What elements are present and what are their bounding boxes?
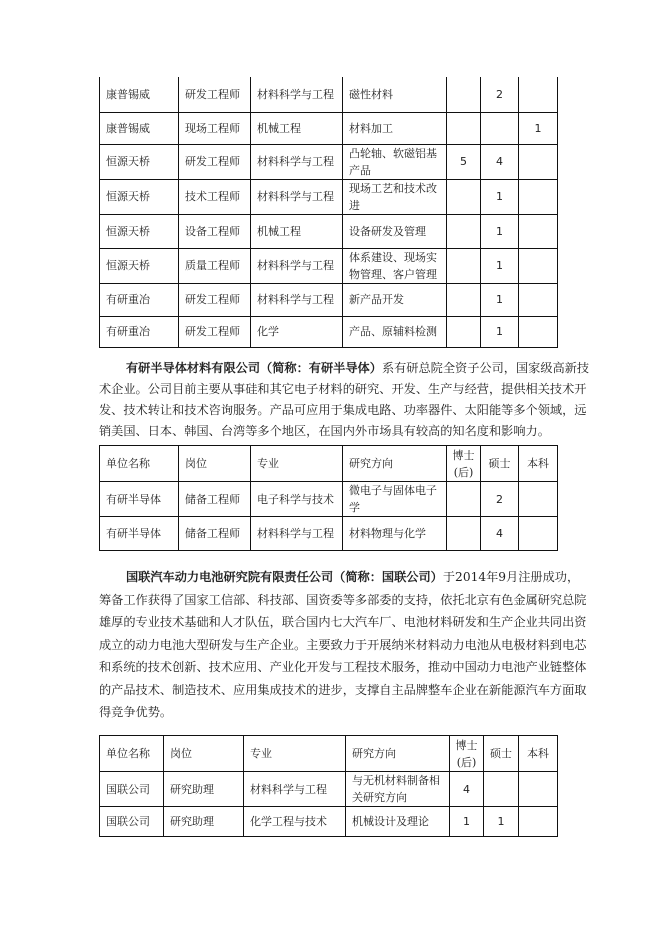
table-cell: 康普锡威: [100, 77, 179, 112]
table-cell: 国联公司: [100, 772, 164, 807]
table-cell: 1: [481, 248, 519, 283]
table-cell: 储备工程师: [179, 517, 251, 551]
company-name: 国联汽车动力电池研究院有限责任公司（简称：国联公司）: [126, 570, 443, 584]
table-cell: [447, 112, 481, 144]
table-row: [100, 316, 558, 347]
table-cell: [519, 144, 558, 179]
positions-table-1: [99, 77, 558, 348]
table-cell: 研发工程师: [179, 77, 251, 112]
column-header: 硕士: [481, 446, 519, 482]
table-cell: [519, 482, 558, 517]
table-cell: 材料科学与工程: [244, 772, 346, 807]
table-cell: 机械工程: [251, 214, 343, 248]
column-header: 博士(后): [450, 736, 484, 772]
table-header-row: [100, 736, 558, 772]
table-cell: 有研重冶: [100, 316, 179, 347]
column-header: 研究方向: [343, 446, 447, 482]
table-cell: 微电子与固体电子学: [343, 482, 447, 517]
table-cell: [519, 316, 558, 347]
table-cell: 研发工程师: [179, 144, 251, 179]
table-cell: 化学: [251, 316, 343, 347]
table-cell: 恒源天桥: [100, 144, 179, 179]
table-cell: 1: [481, 283, 519, 316]
table-cell: 恒源天桥: [100, 248, 179, 283]
column-header: 岗位: [179, 446, 251, 482]
table-cell: 材料科学与工程: [251, 144, 343, 179]
company-intro-guolian: 国联汽车动力电池研究院有限责任公司（简称：国联公司）于2014年9月注册成功， 筹备工作获得了国家工信部、科技部、国资委等多部委的支持，依托北京有色金属研究总院 雄厚的专业技术基础和人才队伍，联合国内七大汽车厂、电池材料研发和生产企业共同出资 成立的动力电池大型研发与生产企业。主要致力于开展纳米材料动力电池从电极材料到电芯 和系统的技术创新、技术应用、产业化开发与工程技术服务，推动中国动力电池产业链整体 的产品技术、制造技术、应用集成技术的进步，支撑自主品牌整车企业在新能源汽车方面取 得竞争优势。: [99, 570, 587, 719]
table-cell: 4: [450, 772, 484, 807]
column-header: 单位名称: [100, 736, 164, 772]
table-cell: 材料物理与化学: [343, 517, 447, 551]
table-cell: 有研重冶: [100, 283, 179, 316]
table-cell: 研究助理: [164, 772, 244, 807]
table-cell: [519, 179, 558, 214]
table-cell: [519, 772, 558, 807]
column-header: 专业: [251, 446, 343, 482]
table-row: [100, 517, 558, 551]
table-cell: 1: [481, 316, 519, 347]
table-cell: [447, 248, 481, 283]
table-cell: 凸轮轴、软磁铝基产品: [343, 144, 447, 179]
table-row: [100, 144, 558, 179]
table-cell: [447, 214, 481, 248]
table-cell: 材料加工: [343, 112, 447, 144]
table-cell: 康普锡威: [100, 112, 179, 144]
table-cell: 电子科学与技术: [251, 482, 343, 517]
table-cell: 1: [484, 807, 519, 837]
table-cell: 现场工艺和技术改进: [343, 179, 447, 214]
table-cell: [447, 283, 481, 316]
column-header: 硕士: [484, 736, 519, 772]
table-row: [100, 283, 558, 316]
table-row: [100, 807, 558, 837]
table-row: [100, 77, 558, 112]
table-cell: 质量工程师: [179, 248, 251, 283]
table-cell: 设备研发及管理: [343, 214, 447, 248]
table-cell: 1: [481, 214, 519, 248]
table-cell: 技术工程师: [179, 179, 251, 214]
table-cell: 储备工程师: [179, 482, 251, 517]
table-cell: 恒源天桥: [100, 179, 179, 214]
table-cell: 体系建设、现场实物管理、客户管理: [343, 248, 447, 283]
table-row: [100, 214, 558, 248]
table-cell: 产品、原辅料检测: [343, 316, 447, 347]
positions-table-2: [99, 445, 558, 551]
table-cell: [519, 283, 558, 316]
table-cell: 4: [481, 144, 519, 179]
table-cell: 1: [481, 179, 519, 214]
table-cell: 2: [481, 482, 519, 517]
positions-table-3: [99, 735, 558, 837]
table-cell: 材料科学与工程: [251, 248, 343, 283]
table-cell: 材料科学与工程: [251, 77, 343, 112]
table-cell: 1: [450, 807, 484, 837]
table-header-row: [100, 446, 558, 482]
table-cell: 有研半导体: [100, 517, 179, 551]
table-cell: [447, 179, 481, 214]
table-cell: [519, 517, 558, 551]
company-intro-youyan-semiconductor: 有研半导体材料有限公司（简称：有研半导体）系有研总院全资子公司，国家级高新技 术企业。公司目前主要从事硅和其它电子材料的研究、开发、生产与经营，提供相关技术开 发、技术转让和技术咨询服务。产品可应用于集成电路、功率器件、太阳能等多个领域，远 销美国、日本、韩国、台湾等多个地区，在国内外市场具有较高的知名度和影响力。: [99, 361, 590, 438]
table-cell: 新产品开发: [343, 283, 447, 316]
table-cell: [519, 77, 558, 112]
table-cell: 1: [519, 112, 558, 144]
table-cell: 化学工程与技术: [244, 807, 346, 837]
table-cell: [447, 77, 481, 112]
table-cell: 研究助理: [164, 807, 244, 837]
table-cell: 机械设计及理论: [346, 807, 450, 837]
column-header: 本科: [519, 446, 558, 482]
table-cell: 材料科学与工程: [251, 517, 343, 551]
table-cell: [447, 316, 481, 347]
table-cell: 5: [447, 144, 481, 179]
column-header: 岗位: [164, 736, 244, 772]
table-cell: [519, 214, 558, 248]
table-cell: 4: [481, 517, 519, 551]
column-header: 单位名称: [100, 446, 179, 482]
table-cell: [447, 517, 481, 551]
company-name: 有研半导体材料有限公司（简称：有研半导体）: [126, 361, 382, 375]
table-row: [100, 248, 558, 283]
table-cell: 研发工程师: [179, 283, 251, 316]
column-header: 本科: [519, 736, 558, 772]
table-cell: 材料科学与工程: [251, 283, 343, 316]
column-header: 专业: [244, 736, 346, 772]
table-cell: 恒源天桥: [100, 214, 179, 248]
table-cell: 设备工程师: [179, 214, 251, 248]
table-cell: 磁性材料: [343, 77, 447, 112]
table-cell: 研发工程师: [179, 316, 251, 347]
table-cell: [481, 112, 519, 144]
table-cell: 现场工程师: [179, 112, 251, 144]
table-cell: [519, 248, 558, 283]
column-header: 博士(后): [447, 446, 481, 482]
table-row: [100, 179, 558, 214]
table-cell: 材料科学与工程: [251, 179, 343, 214]
table-cell: 国联公司: [100, 807, 164, 837]
table-cell: 与无机材料制备相关研究方向: [346, 772, 450, 807]
column-header: 研究方向: [346, 736, 450, 772]
table-cell: [484, 772, 519, 807]
table-row: [100, 482, 558, 517]
table-cell: [447, 482, 481, 517]
table-row: [100, 772, 558, 807]
table-cell: 机械工程: [251, 112, 343, 144]
table-cell: 2: [481, 77, 519, 112]
table-cell: 有研半导体: [100, 482, 179, 517]
table-cell: [519, 807, 558, 837]
table-row: [100, 112, 558, 144]
